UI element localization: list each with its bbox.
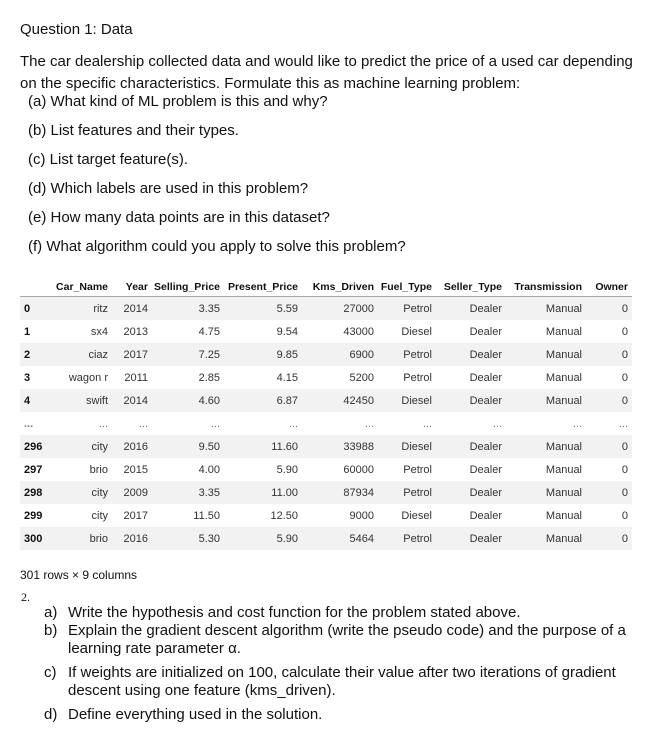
table-cell: 60000	[343, 463, 374, 476]
table-cell: Dealer	[469, 509, 502, 522]
sub-question-e: (e) How many data points are in this dataset?	[28, 209, 330, 226]
table-cell: ...	[210, 417, 220, 430]
table-cell: 5.90	[224, 527, 302, 550]
table-cell: Manual	[506, 435, 586, 458]
table-cell: Manual	[506, 343, 586, 366]
table-cell: 0	[586, 389, 632, 412]
table-row	[20, 527, 632, 550]
column-header: Present_Price	[224, 278, 302, 297]
table-cell: ...	[138, 417, 148, 430]
table-cell: 11.00	[224, 481, 302, 504]
table-cell: ciaz	[50, 343, 112, 366]
row-index: ...	[24, 417, 34, 430]
sub-question-d: (d) Which labels are used in this problem?	[28, 180, 309, 197]
table-cell: Dealer	[469, 325, 502, 338]
table-cell: 0	[586, 481, 632, 504]
table-cell: Diesel	[401, 509, 432, 522]
table-cell: 3.35	[152, 297, 224, 321]
sub-question-f: (f) What algorithm could you apply to solve this problem?	[28, 238, 406, 255]
table-cell: 2.85	[198, 371, 220, 384]
part2-item-c	[44, 664, 634, 700]
part2-text: If weights are initialized on 100, calculate their value after two iterations of gradient descent using one feature (kms_driven).	[68, 664, 616, 699]
table-cell: 6900	[302, 343, 378, 366]
part2-text: Define everything used in the solution.	[68, 706, 323, 723]
column-header	[20, 278, 50, 297]
sub-question-a: (a) What kind of ML problem is this and why?	[28, 93, 328, 110]
table-cell: 6.87	[224, 389, 302, 412]
table-cell: 2014	[112, 297, 152, 321]
table-cell: ritz	[50, 297, 112, 321]
row-index: 2	[20, 343, 50, 366]
table-cell: 2013	[123, 325, 148, 338]
table-cell: 0	[586, 527, 632, 550]
table-cell: 42450	[302, 389, 378, 412]
sub-question-list	[28, 91, 406, 265]
table-cell: 2011	[124, 371, 148, 384]
table-cell: 5464	[302, 527, 378, 550]
table-row	[20, 297, 632, 321]
part2-label: d)	[44, 706, 58, 723]
table-cell: Dealer	[436, 481, 506, 504]
table-cell: 0	[586, 343, 632, 366]
table-cell: Petrol	[403, 463, 432, 476]
table-cell: Dealer	[436, 389, 506, 412]
column-header: Transmission	[506, 278, 586, 297]
table-row	[20, 435, 632, 458]
table-row	[20, 412, 632, 435]
row-index: 1	[24, 325, 31, 338]
part2-label: a)	[44, 604, 58, 621]
table-cell: Dealer	[469, 463, 502, 476]
table-cell: Manual	[545, 463, 582, 476]
table-cell: city	[91, 509, 108, 522]
table-cell: Petrol	[378, 481, 436, 504]
table-cell: 0	[621, 509, 628, 522]
table-cell: 5.30	[152, 527, 224, 550]
table-cell: Dealer	[436, 297, 506, 321]
table-cell: 0	[586, 435, 632, 458]
part2-label: b)	[44, 622, 58, 639]
table-cell: 4.75	[198, 325, 220, 338]
table-row	[20, 320, 632, 343]
table-cell: Petrol	[378, 527, 436, 550]
table-cell: Dealer	[436, 435, 506, 458]
table-shape-caption: 301 rows × 9 columns	[20, 568, 138, 582]
table-cell: 4.60	[152, 389, 224, 412]
table-cell: 43000	[343, 325, 374, 338]
row-index: 298	[20, 481, 50, 504]
table-cell: ...	[98, 417, 108, 430]
table-cell: 9.85	[224, 343, 302, 366]
table-row	[20, 366, 632, 389]
table-cell: ...	[492, 417, 502, 430]
sub-question-c: (c) List target feature(s).	[28, 151, 189, 168]
table-cell: 4.00	[198, 463, 220, 476]
row-index: 0	[20, 297, 50, 321]
table-cell: 0	[621, 463, 628, 476]
table-cell: ...	[288, 417, 298, 430]
table-cell: 2015	[123, 463, 148, 476]
part2-item-d	[44, 706, 634, 724]
table-cell: Manual	[545, 325, 582, 338]
table-row	[20, 389, 632, 412]
table-cell: Petrol	[403, 371, 432, 384]
table-cell: sx4	[90, 325, 108, 338]
table-cell: 12.50	[270, 509, 298, 522]
table-cell: Diesel	[378, 389, 436, 412]
table-cell: 9.54	[276, 325, 298, 338]
column-header: Fuel_Type	[378, 278, 436, 297]
table-cell: 0	[621, 325, 628, 338]
column-header: Selling_Price	[152, 278, 224, 297]
table-cell: Diesel	[378, 435, 436, 458]
row-index: 299	[24, 509, 43, 522]
table-cell: ...	[572, 417, 582, 430]
table-cell: 0	[621, 371, 628, 384]
table-cell: 9000	[349, 509, 374, 522]
table-cell: Manual	[506, 389, 586, 412]
dataframe-table	[20, 278, 632, 550]
row-index: 300	[20, 527, 50, 550]
table-cell: Manual	[545, 509, 582, 522]
table-cell: 33988	[302, 435, 378, 458]
table-header	[20, 278, 632, 297]
table-cell: 2016	[112, 435, 152, 458]
table-cell: 9.50	[152, 435, 224, 458]
table-cell: Dealer	[436, 527, 506, 550]
table-row	[20, 458, 632, 481]
table-cell: 3.35	[152, 481, 224, 504]
table-row	[20, 504, 632, 527]
table-cell: city	[50, 481, 112, 504]
sub-question-b: (b) List features and their types.	[28, 122, 239, 139]
table-cell: Manual	[506, 297, 586, 321]
row-index: 297	[24, 463, 43, 476]
table-cell: swift	[50, 389, 112, 412]
table-cell: 11.50	[193, 509, 220, 522]
table-cell: wagon r	[68, 371, 108, 384]
column-header: Car_Name	[50, 278, 112, 297]
table-cell: Petrol	[378, 343, 436, 366]
column-header: Seller_Type	[436, 278, 506, 297]
row-index: 296	[20, 435, 50, 458]
row-index: 4	[20, 389, 50, 412]
table-cell: Manual	[506, 481, 586, 504]
part2-text: Write the hypothesis and cost function for the problem stated above.	[68, 604, 521, 621]
table-cell: ...	[364, 417, 374, 430]
part2-item-b	[44, 622, 634, 658]
table-cell: brio	[89, 463, 108, 476]
table-cell: Manual	[545, 371, 582, 384]
table-cell: 4.15	[276, 371, 298, 384]
column-header: Kms_Driven	[302, 278, 378, 297]
table-cell: 27000	[302, 297, 378, 321]
table-cell: 2017	[123, 509, 148, 522]
table-cell: brio	[50, 527, 112, 550]
table-cell: 87934	[302, 481, 378, 504]
table-cell: Diesel	[401, 325, 432, 338]
table-cell: Manual	[506, 527, 586, 550]
table-cell: 11.60	[224, 435, 302, 458]
part2-text: Explain the gradient descent algorithm (write the pseudo code) and the purpose of a learning rate parameter α.	[68, 622, 626, 657]
table-row	[20, 343, 632, 366]
table-cell: ...	[618, 417, 628, 430]
part2-item-a	[44, 604, 634, 622]
table-cell: 5.59	[224, 297, 302, 321]
table-cell: 2009	[112, 481, 152, 504]
table-cell: Dealer	[436, 343, 506, 366]
table-cell: Dealer	[469, 371, 502, 384]
column-header: Year	[112, 278, 152, 297]
table-cell: Petrol	[378, 297, 436, 321]
table-cell: 5.90	[276, 463, 298, 476]
table-row	[20, 481, 632, 504]
table-cell: ...	[422, 417, 432, 430]
table-cell: 0	[586, 297, 632, 321]
row-index: 3	[24, 371, 31, 384]
part2-number: 2.	[21, 590, 30, 604]
table-cell: 2014	[112, 389, 152, 412]
intro-paragraph: The car dealership collected data and would like to predict the price of a used car depending on the specific characteristics. Formulate this as machine learning problem:	[20, 53, 633, 92]
table-body	[20, 297, 632, 551]
table-cell: 2017	[112, 343, 152, 366]
part2-list	[44, 604, 634, 724]
table-cell: 5200	[349, 371, 374, 384]
column-header: Owner	[586, 278, 632, 297]
part2-label: c)	[44, 664, 57, 681]
table-cell: 7.25	[152, 343, 224, 366]
table-cell: 2016	[112, 527, 152, 550]
question-title: Question 1: Data	[20, 21, 133, 38]
table-cell: city	[50, 435, 112, 458]
